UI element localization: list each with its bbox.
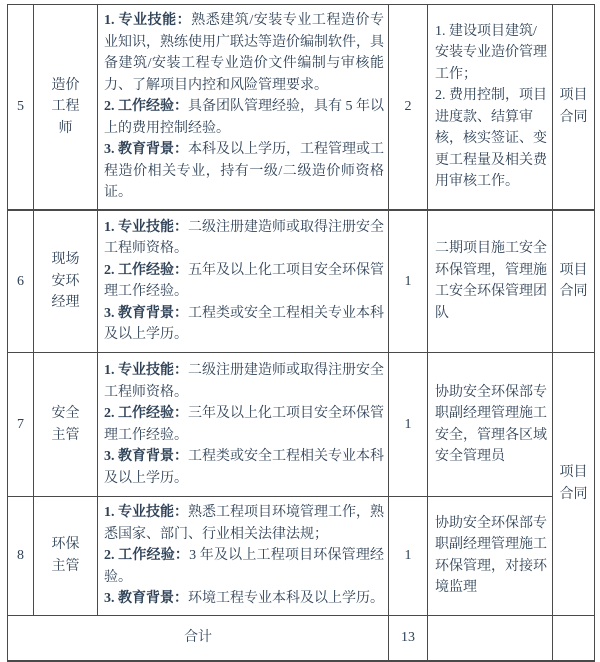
row-number: 6 <box>17 273 24 289</box>
headcount-cell <box>389 210 428 353</box>
requirements-cell <box>98 353 389 497</box>
table-row <box>8 5 595 210</box>
total-row <box>8 615 595 661</box>
requirement-label: 3. 教育背景： <box>104 591 188 606</box>
requirement-item <box>104 502 384 545</box>
requirement-label: 2. 工作经验： <box>104 406 188 421</box>
contract-type-cell <box>553 353 595 616</box>
total-count-cell <box>389 615 428 661</box>
requirement-text: 3 年及以上工程项目环保管理经验。 <box>104 548 385 585</box>
requirement-label: 2. 工作经验： <box>104 99 188 114</box>
requirement-label: 1. 专业技能： <box>104 219 188 235</box>
requirement-item <box>104 360 384 403</box>
table-row <box>8 497 595 616</box>
row-number: 5 <box>17 99 24 114</box>
empty-contract-cell <box>553 615 595 661</box>
recruitment-table <box>7 4 595 662</box>
job-title-cell <box>34 497 98 616</box>
headcount-cell <box>389 497 428 616</box>
requirement-item <box>104 217 384 260</box>
requirement-text: 具备团队管理经验，具有 5 年以上的费用控制经验。 <box>104 99 384 136</box>
requirements-cell <box>98 210 389 353</box>
requirement-item <box>104 10 384 96</box>
requirement-item <box>104 139 384 204</box>
row-number-cell <box>8 497 34 616</box>
requirement-label: 1. 专业技能： <box>104 13 192 28</box>
job-title: 造价工程师 <box>51 77 80 136</box>
requirements-cell <box>98 497 389 616</box>
contract-type: 项目合同 <box>559 262 588 300</box>
requirement-item <box>104 588 384 610</box>
contract-type: 项目合同 <box>559 88 588 125</box>
requirement-item <box>104 545 384 588</box>
requirement-label: 3. 教育背景： <box>104 305 188 321</box>
duties-cell <box>428 353 553 497</box>
headcount: 2 <box>404 99 412 114</box>
requirement-item <box>104 403 384 446</box>
headcount: 1 <box>404 273 412 289</box>
duty-item: 2. 费用控制，项目进度款、结算审核，核实签证、变更工程量及相关费用审核工作。 <box>435 88 547 190</box>
requirement-item <box>104 303 384 346</box>
row-number-cell <box>8 5 34 210</box>
duty-item: 协助安全环保部专职副经理管理施工安全，管理各区域安全管理员 <box>435 384 547 464</box>
requirement-label: 3. 教育背景： <box>104 449 188 464</box>
headcount-cell <box>389 353 428 497</box>
job-title: 环保主管 <box>51 537 80 574</box>
requirement-text: 二级注册建造师或取得注册安全工程师资格。 <box>104 219 384 257</box>
requirement-text: 二级注册建造师或取得注册安全工程师资格。 <box>104 363 384 400</box>
contract-type-cell <box>553 210 595 353</box>
requirement-text: 五年及以上化工项目安全环保管理工作经验。 <box>104 262 384 300</box>
job-title-cell <box>34 5 98 210</box>
table-row <box>8 210 595 353</box>
empty-duties-cell <box>428 615 553 661</box>
headcount: 1 <box>404 416 412 432</box>
duties-cell <box>428 210 553 353</box>
total-label: 合计 <box>184 630 212 645</box>
requirement-label: 1. 专业技能： <box>104 363 188 378</box>
contract-type-cell <box>553 5 595 210</box>
row-number: 7 <box>17 416 24 432</box>
total-count: 13 <box>401 630 415 645</box>
requirement-text: 工程类或安全工程相关专业本科及以上学历。 <box>104 449 384 486</box>
row-number-cell <box>8 210 34 353</box>
requirement-label: 1. 专业技能： <box>104 505 188 520</box>
duty-item: 1. 建设项目建筑/安装专业造价管理工作； <box>435 23 547 82</box>
requirement-text: 环境工程专业本科及以上学历。 <box>188 591 384 606</box>
duty-item: 二期项目施工安全环保管理，管理施工安全环保管理团队 <box>435 241 547 321</box>
requirement-label: 2. 工作经验： <box>104 548 190 563</box>
headcount-cell <box>389 5 428 210</box>
duties-cell <box>428 497 553 616</box>
row-number: 8 <box>17 548 24 563</box>
requirements-cell <box>98 5 389 210</box>
job-title-cell <box>34 210 98 353</box>
contract-type: 项目合同 <box>559 465 588 502</box>
requirement-text: 本科及以上学历，工程管理或工程造价相关专业，持有一级/二级造价师资格证。 <box>104 142 384 200</box>
requirement-text: 熟悉建筑/安装专业工程造价专业知识，熟练使用广联达等造价编制软件，具备建筑/安装工程专业造价文件编制与审核能力、了解项目内控和风险管理要求。 <box>104 13 385 93</box>
total-label-cell <box>8 615 389 661</box>
requirement-item <box>104 96 384 139</box>
headcount: 1 <box>404 548 412 563</box>
job-title-cell <box>34 353 98 497</box>
row-number-cell <box>8 353 34 497</box>
table-row <box>8 353 595 497</box>
requirement-item <box>104 446 384 489</box>
requirement-text: 熟悉工程项目环境管理工作，熟悉国家、部门、行业相关法律法规； <box>104 505 384 542</box>
requirement-text: 工程类或安全工程相关专业本科及以上学历。 <box>104 305 384 343</box>
requirement-item <box>104 260 384 303</box>
duty-item: 协助安全环保部专职副经理管理施工环保管理，对接环境监理 <box>435 515 547 596</box>
requirement-label: 2. 工作经验： <box>104 262 188 278</box>
job-title: 安全主管 <box>51 406 80 443</box>
job-title: 现场安环经理 <box>51 252 80 310</box>
requirement-text: 三年及以上化工项目安全环保管理工作经验。 <box>104 406 384 443</box>
duties-cell <box>428 5 553 210</box>
requirement-label: 3. 教育背景： <box>104 142 188 157</box>
